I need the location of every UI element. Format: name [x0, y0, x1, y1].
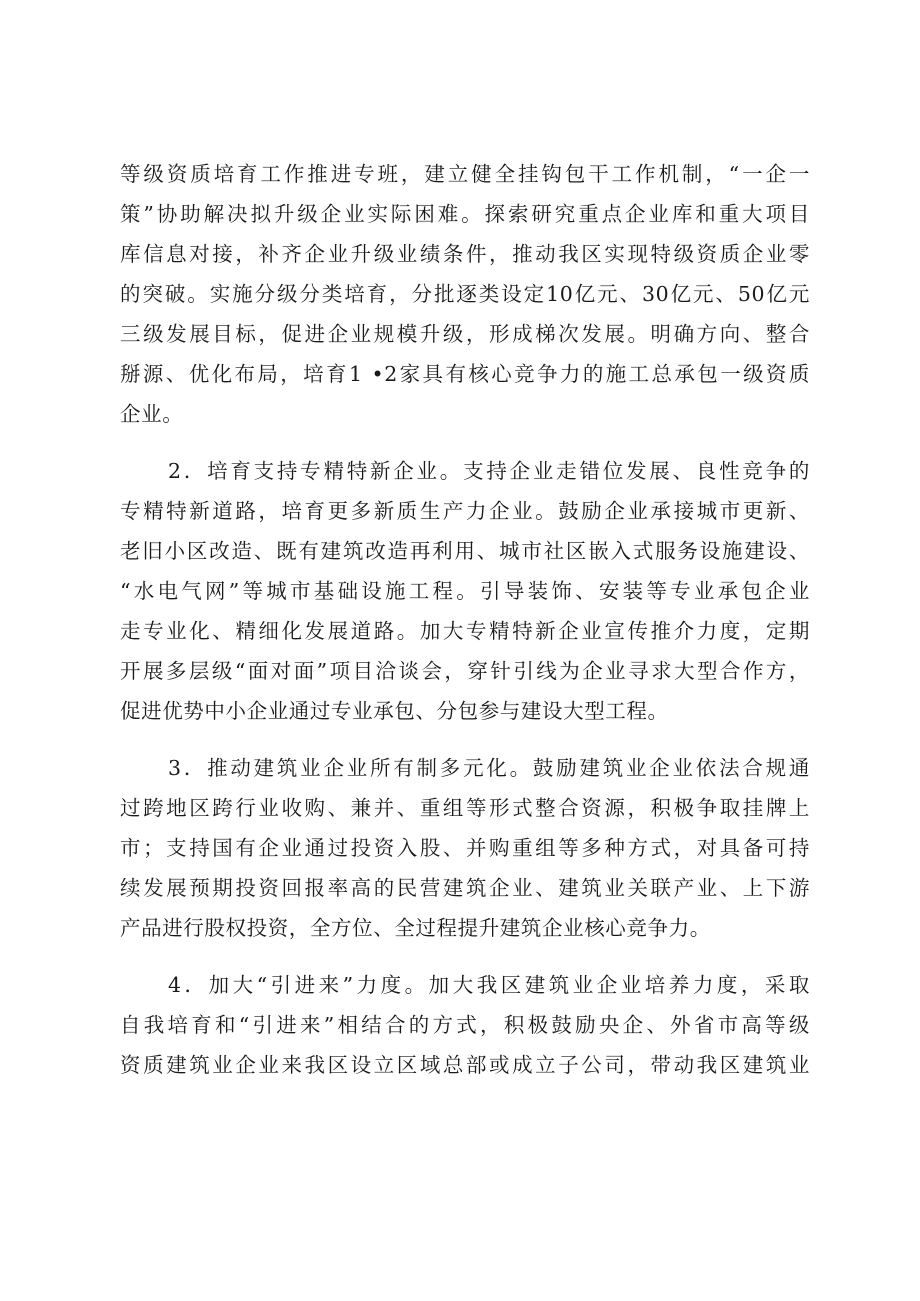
text-line: 掰源、优化布局，培育1 •2家具有核心竞争力的施工总承包一级资质 [120, 362, 810, 386]
text-line: 续发展预期投资回报率高的民营建筑企业、建筑业关联产业、上下游 [120, 876, 810, 900]
text-line: 开展多层级“面对面”项目洽谈会，穿针引线为企业寻求大型合作方， [120, 659, 810, 683]
paragraph-2-specialized-enterprises [120, 451, 810, 731]
text-line: “水电气网”等城市基础设施工程。引导装饰、安装等专业承包企业 [120, 579, 810, 603]
text-line: 市；支持国有企业通过投资入股、并购重组等多种方式，对具备可持 [120, 836, 810, 860]
paragraph-1-continuation [120, 154, 810, 434]
text-line: 过跨地区跨行业收购、兼并、重组等形式整合资源，积极争取挂牌上 [120, 796, 810, 820]
text-line: 走专业化、精细化发展道路。加大专精特新企业宣传推介力度，定期 [120, 619, 810, 643]
text-line: 企业。 [120, 402, 184, 426]
paragraph-heading-line: 3．推动建筑业企业所有制多元化。鼓励建筑业企业依法合规通 [168, 756, 810, 780]
text-line: 促进优势中小企业通过专业承包、分包参与建设大型工程。 [120, 699, 669, 723]
text-line: 的突破。实施分级分类培育，分批逐类设定10亿元、30亿元、50亿元 [120, 282, 810, 306]
text-line: 老旧小区改造、既有建筑改造再利用、城市社区嵌入式服务设施建设、 [120, 539, 810, 563]
text-line: 产品进行股权投资，全方位、全过程提升建筑企业核心竞争力。 [120, 916, 711, 940]
text-line: 等级资质培育工作推进专班，建立健全挂钩包干工作机制，“一企一 [120, 162, 810, 186]
paragraph-heading-line: 2．培育支持专精特新企业。支持企业走错位发展、良性竞争的 [168, 459, 810, 483]
paragraph-4-bring-in [120, 965, 810, 1085]
text-line: 专精特新道路，培育更多新质生产力企业。鼓励企业承接城市更新、 [120, 499, 810, 523]
paragraph-heading-line: 4．加大“引进来”力度。加大我区建筑业企业培养力度，采取 [168, 973, 810, 997]
text-line: 库信息对接，补齐企业升级业绩条件，推动我区实现特级资质企业零 [120, 242, 810, 266]
text-line: 资质建筑业企业来我区设立区域总部或成立子公司，带动我区建筑业 [120, 1053, 810, 1077]
document-body [120, 154, 810, 1085]
text-line: 策”协助解决拟升级企业实际困难。探索研究重点企业库和重大项目 [120, 202, 810, 226]
text-line: 自我培育和“引进来”相结合的方式，积极鼓励央企、外省市高等级 [120, 1013, 810, 1037]
paragraph-3-ownership-diversification [120, 748, 810, 948]
text-line: 三级发展目标，促进企业规模升级，形成梯次发展。明确方向、整合 [120, 322, 810, 346]
